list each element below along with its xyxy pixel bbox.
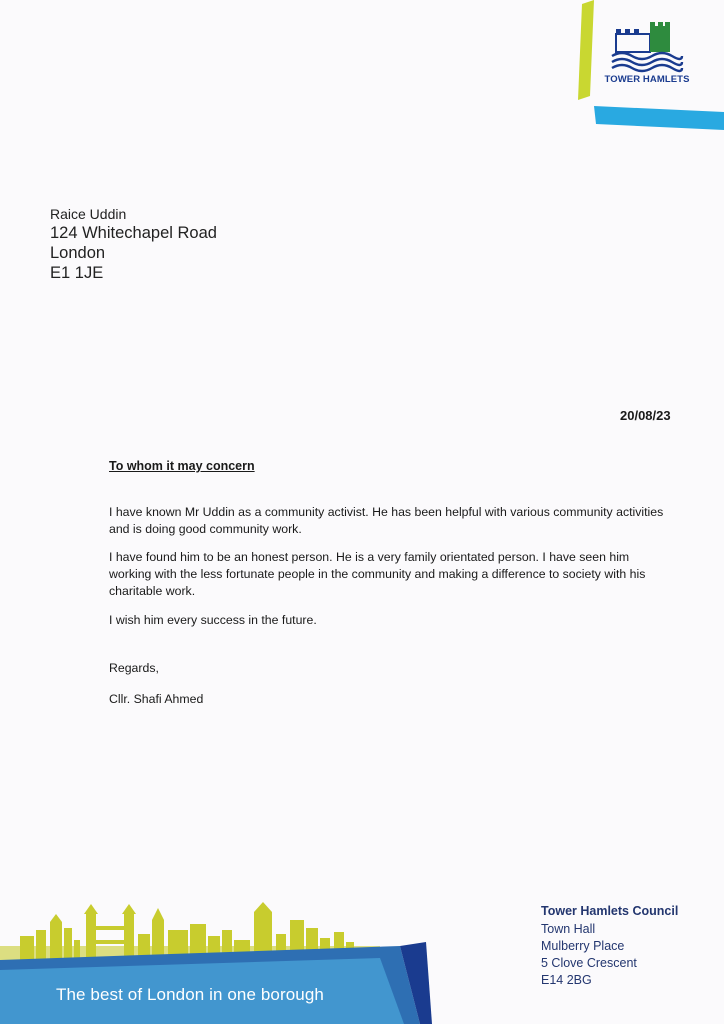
- recipient-address-line: London: [50, 244, 106, 262]
- logo-graphic: [560, 0, 724, 134]
- salutation: To whom it may concern: [109, 459, 255, 473]
- logo-text: TOWER HAMLETS: [604, 74, 690, 85]
- council-address-line: 5 Clove Crescent: [541, 956, 637, 970]
- council-address-line: Mulberry Place: [541, 939, 625, 953]
- council-address-line: E14 2BG: [541, 973, 592, 987]
- body-paragraph: I have found him to be an honest person. He is a very family orientated person. I have seen him working with the less fortunate people in the community and making a difference to society with his charitable work.: [109, 550, 646, 598]
- signatory: Cllr. Shafi Ahmed: [109, 692, 204, 706]
- recipient-name: Raice Uddin: [50, 206, 127, 222]
- body-paragraph: I wish him every success in the future.: [109, 613, 317, 627]
- recipient-address-line: E1 1JE: [50, 264, 104, 282]
- tower-hamlets-logo: [560, 0, 724, 134]
- footer-tagline: The best of London in one borough: [56, 985, 324, 1004]
- council-address-line: Town Hall: [541, 922, 596, 936]
- recipient-address-line: 124 Whitechapel Road: [50, 224, 217, 242]
- body-paragraph: I have known Mr Uddin as a community activist. He has been helpful with various community activities and is doing good community work.: [109, 505, 664, 536]
- council-name: Tower Hamlets Council: [541, 904, 679, 918]
- letter-date: 20/08/23: [620, 408, 671, 423]
- footer-band: [0, 940, 440, 1024]
- closing: Regards,: [109, 661, 159, 675]
